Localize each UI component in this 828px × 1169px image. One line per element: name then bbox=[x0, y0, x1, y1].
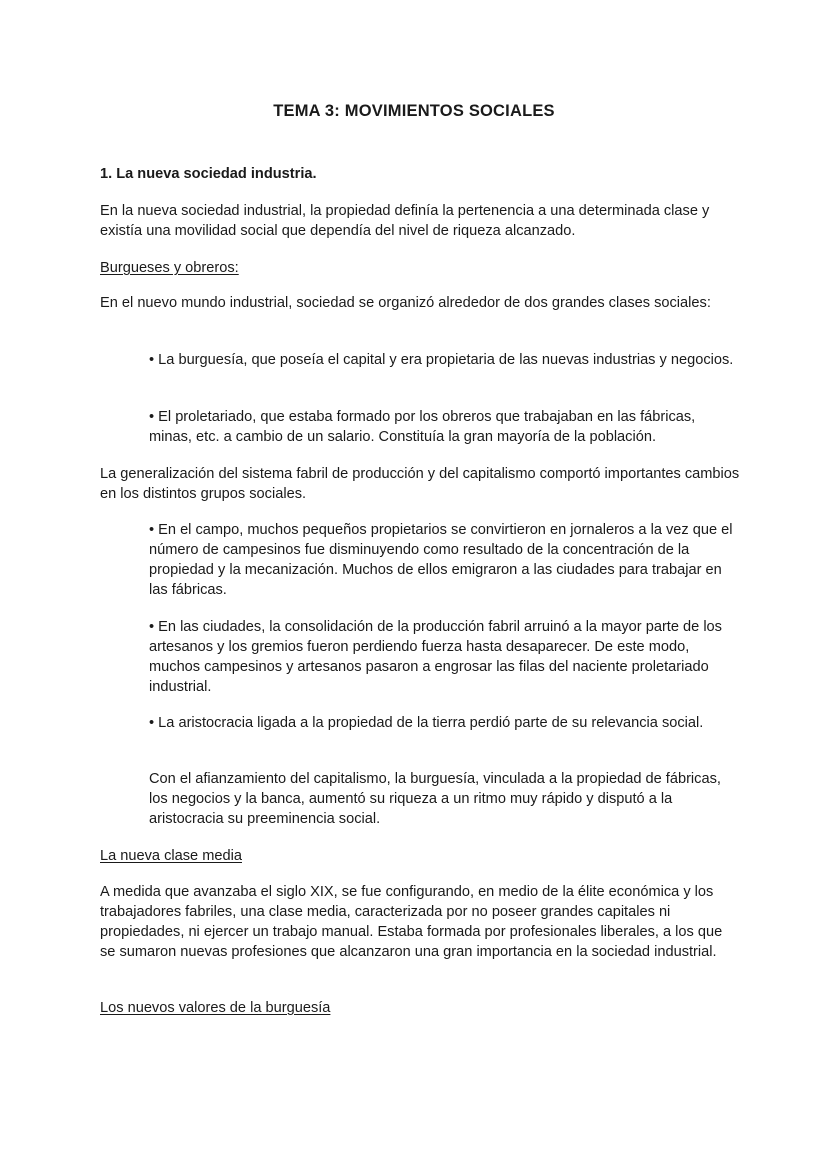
bullet-aristocracia: • La aristocracia ligada a la propiedad de la tierra perdió parte de su relevancia social. bbox=[149, 715, 704, 731]
bullet-burguesia: • La burguesía, que poseía el capital y era propietaria de las nuevas industrias y negocios. bbox=[149, 352, 734, 368]
paragraph-capitalism: Con el afianzamiento del capitalismo, la burguesía, vinculada a la propiedad de fábricas, los negocios y la banca, aumentó su riqueza a un ritmo muy rápido y disputó a la aristocracia su preeminencia social. bbox=[149, 771, 721, 827]
page-title: TEMA 3: MOVIMIENTOS SOCIALES bbox=[273, 102, 555, 120]
intro-paragraph: En la nueva sociedad industrial, la propiedad definía la pertenencia a una determinada clase y existía una movilidad social que dependía del nivel de riqueza alcanzado. bbox=[100, 203, 710, 239]
bullet-ciudades: • En las ciudades, la consolidación de la producción fabril arruinó a la mayor parte de los artesanos y los gremios fueron perdiendo fuerza hasta desaparecer. De este modo, muchos campesinos y artesanos pasaron a engrosar las filas del naciente proletariado industrial. bbox=[149, 619, 722, 695]
paragraph-middle-class: A medida que avanzaba el siglo XIX, se fue configurando, en medio de la élite económica y los trabajadores fabriles, una clase media, caracterizada por no poseer grandes capitales ni propiedades, ni ejercer un trabajo manual. Estaba formada por profesionales liberales, a los que se sumaron nuevas profesiones que alcanzaron una gran importancia en la sociedad industrial. bbox=[100, 884, 723, 960]
bullet-proletariado: • El proletariado, que estaba formado por los obreros que trabajaban en las fábricas, minas, etc. a cambio de un salario. Constituía la gran mayoría de la población. bbox=[149, 409, 696, 445]
paragraph-social-classes: En el nuevo mundo industrial, sociedad se organizó alrededor de dos grandes clases sociales: bbox=[100, 295, 711, 311]
subheading-burgueses-obreros: Burgueses y obreros: bbox=[100, 260, 239, 276]
subheading-valores-burguesia: Los nuevos valores de la burguesía bbox=[100, 1000, 331, 1016]
section-heading: 1. La nueva sociedad industria. bbox=[100, 166, 317, 182]
subheading-clase-media: La nueva clase media bbox=[100, 848, 242, 864]
bullet-campo: • En el campo, muchos pequeños propietarios se convirtieron en jornaleros a la vez que el número de campesinos fue disminuyendo como resultado de la concentración de la propiedad y la mecanización. Muchos de ellos emigraron a las ciudades para trabajar en las fábricas. bbox=[149, 522, 733, 598]
paragraph-changes: La generalización del sistema fabril de producción y del capitalismo comportó importantes cambios en los distintos grupos sociales. bbox=[100, 466, 740, 502]
